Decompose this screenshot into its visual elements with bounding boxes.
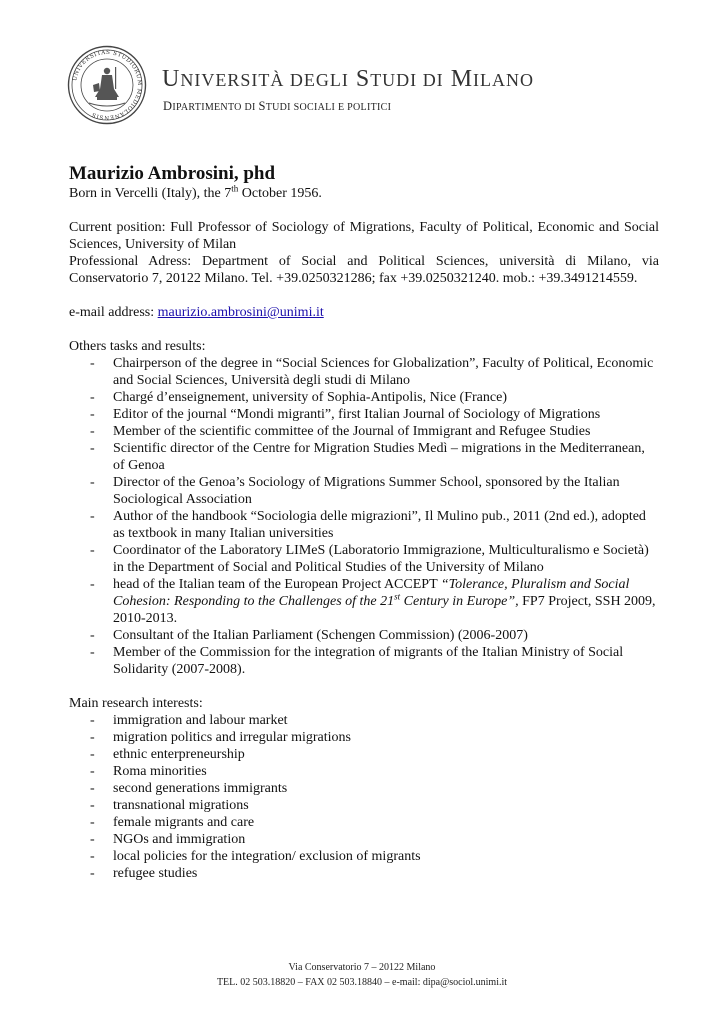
list-item: - Member of the Commission for the integration of migrants of the Italian Ministry of Social Solidarity (2007-2008). [69,644,659,678]
professional-address: Professional Adress: Department of Social and Political Sciences, università di Milano, via Conservatorio 7, 20122 Milano. Tel. +39.0250321286; fax +39.0250321240. mob.: +39.3491214559. [69,254,659,286]
list-item-accept-project [69,576,659,627]
title-part: DI [422,70,444,90]
list-item: - female migrants and care [69,814,659,831]
title-initial: M [443,66,474,92]
tasks-list [69,355,659,678]
list-item: - second generations immigrants [69,780,659,797]
title-part: ILANO [473,70,535,90]
list-item: - transnational migrations [69,797,659,814]
title-initial: S [348,66,371,92]
birth-ordinal: th [231,183,239,194]
list-item: - immigration and labour market [69,712,659,729]
dept-initial: D [163,99,173,113]
accept-ordinal: st [394,591,401,602]
list-item: - ethnic enterpreneurship [69,746,659,763]
dept-initial: S [258,99,266,113]
birth-date: October 1956. [238,186,322,201]
title-part: DEGLI [289,70,349,90]
list-item: - NGOs and immigration [69,831,659,848]
list-item: - Consultant of the Italian Parliament (Schengen Commission) (2006-2007) [69,627,659,644]
research-list [69,712,659,882]
tasks-heading: Others tasks and results: [69,339,206,354]
list-item: - Author of the handbook “Sociologia delle migrazioni”, Il Mulino pub., 2011 (2nd ed.), adopted as textbook in many Italian universities [69,508,659,542]
research-heading: Main research interests: [69,696,203,711]
birth-info [69,185,659,202]
footer-address: Via Conservatorio 7 – 20122 Milano [288,962,436,973]
list-item: - Roma minorities [69,763,659,780]
university-title [162,66,534,93]
list-item: - migration politics and irregular migrations [69,729,659,746]
accept-title: “Tolerance, Pluralism and Social Cohesion: Responding to the Challenges of the 21 [113,577,630,609]
current-position: Current position: Full Professor of Sociology of Migrations, Faculty of Political, Economic and Social Sciences, University of Milan [69,220,659,252]
birth-text: Born in Vercelli (Italy), the 7 [69,186,232,201]
title-initial: U [162,66,181,92]
footer-contacts: TEL. 02 503.18820 – FAX 02 503.18840 – e-mail: dipa@sociol.unimi.it [216,977,508,988]
list-item: - Scientific director of the Centre for Migration Studies Medì – migrations in the Mediterranean, of Genoa [69,440,659,474]
svg-text:UNIVERSITAS STUDIORUM MEDIOLAN: UNIVERSITAS STUDIORUM MEDIOLANENSIS [72,49,143,121]
list-item: - Chairperson of the degree in “Social Sciences for Globalization”, Faculty of Political, Economic and Social Sciences, Università degli studi di Milano [69,355,659,389]
university-seal-logo [67,45,147,125]
person-name: Maurizio Ambrosini, phd [69,163,276,184]
list-item: - Chargé d’enseignement, university of Sophia-Antipolis, Nice (France) [69,389,659,406]
dept-part: IPARTIMENTO DI [172,102,259,113]
email-link[interactable]: maurizio.ambrosini@unimi.it [157,305,324,320]
title-part: TUDI [370,70,423,90]
list-item: - local policies for the integration/ exclusion of migrants [69,848,659,865]
email-line [69,304,659,321]
accept-post: FP7 Project, SSH 2009, 2010-2013. [113,594,656,626]
department-name [163,99,391,114]
cv-content [69,163,659,882]
list-item: - Editor of the journal “Mondi migranti”, first Italian Journal of Sociology of Migrations [69,406,659,423]
dept-part: TUDI SOCIALI E POLITICI [265,102,392,113]
list-item: - Coordinator of the Laboratory LIMeS (Laboratorio Immigrazione, Multiculturalismo e Società) in the Department of Social and Political Studies of the University of Milano [69,542,659,576]
list-item: - Director of the Genoa’s Sociology of Migrations Summer School, sponsored by the Italian Sociological Association [69,474,659,508]
accept-pre: head of the Italian team of the European Project ACCEPT [113,577,441,592]
title-part: NIVERSITÀ [180,70,290,90]
list-item: - Member of the scientific committee of the Journal of Immigrant and Refugee Studies [69,423,659,440]
accept-title-end: Century in Europe”, [400,594,519,609]
list-item: - refugee studies [69,865,659,882]
email-label: e-mail address: [69,305,158,320]
